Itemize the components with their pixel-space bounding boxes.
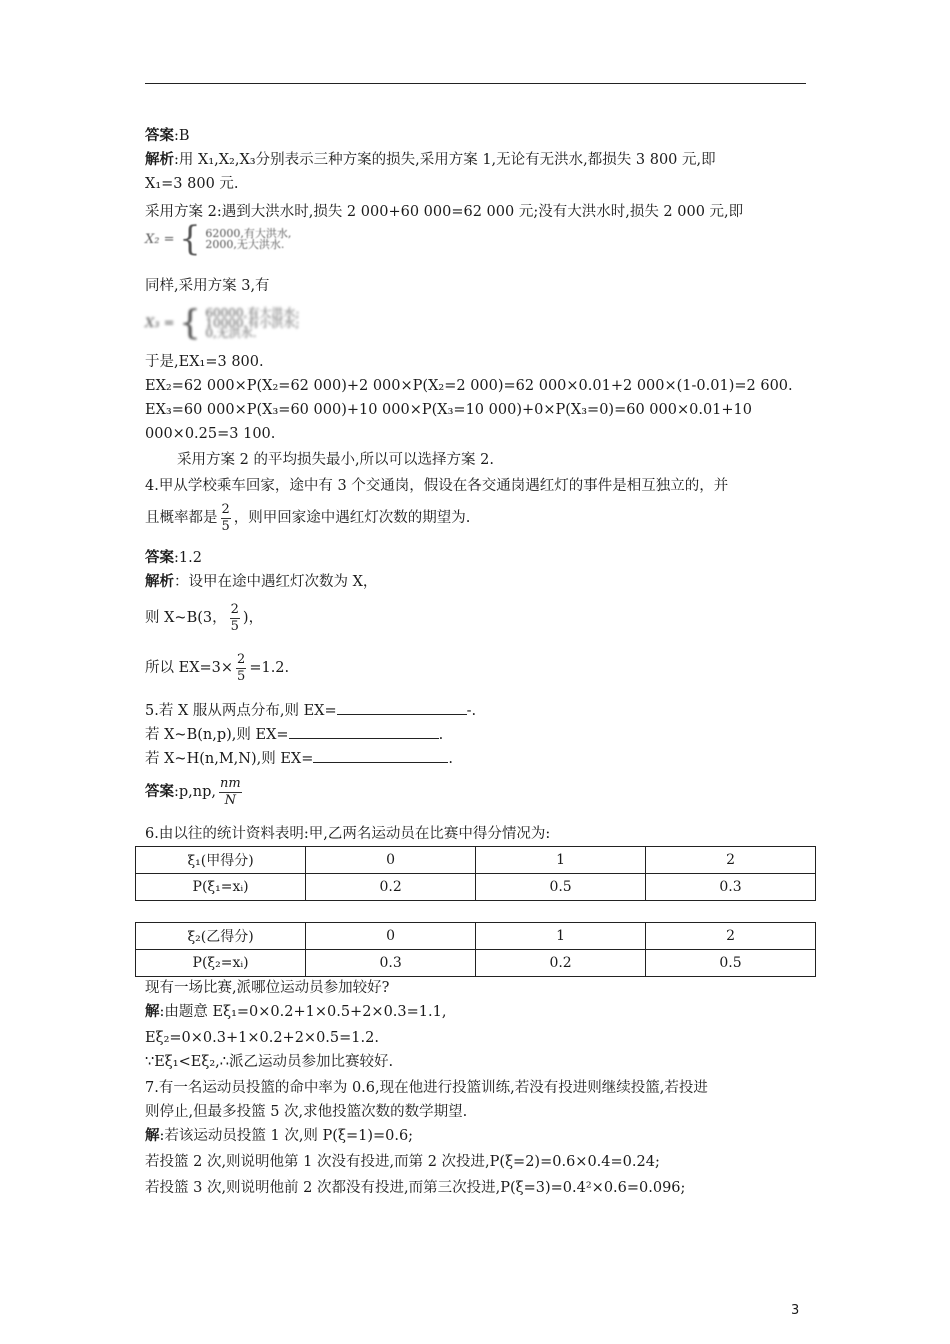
fraction-den: 5 bbox=[230, 618, 239, 634]
text: . bbox=[448, 751, 454, 767]
text-line: X₁=3 800 元. bbox=[145, 176, 239, 192]
x2-case: 2000,无大洪水. bbox=[205, 238, 285, 251]
x3-var: X₃ = bbox=[145, 316, 175, 331]
analysis-line bbox=[145, 650, 289, 686]
table-cell: 0 bbox=[306, 923, 476, 950]
text-line: EX₂=62 000×P(X₂=62 000)+2 000×P(X₂=2 000)=62 000×0.01+2 000×(1-0.01)=2 600. bbox=[145, 378, 793, 394]
text-line: 若投篮 2 次,则说明他第 1 次没有投进,而第 2 次投进,P(ξ=2)=0.6×0.4=0.24; bbox=[145, 1154, 660, 1170]
table-cell: ξ₂(乙得分) bbox=[136, 923, 306, 950]
fraction bbox=[221, 502, 231, 535]
text-line: 若投篮 3 次,则说明他前 2 次都没有投进,而第三次投进,P(ξ=3)=0.4²×0.6=0.096; bbox=[145, 1180, 686, 1196]
question-6: 6.由以往的统计资料表明:甲,乙两名运动员在比赛中得分情况为: bbox=[145, 826, 551, 842]
answer-blank bbox=[289, 724, 439, 739]
fraction-num: 2 bbox=[237, 651, 246, 667]
header-rule bbox=[145, 83, 806, 84]
fraction-num: 2 bbox=[230, 601, 239, 617]
table-cell: 2 bbox=[646, 923, 816, 950]
fraction-num: 2 bbox=[221, 501, 230, 517]
analysis-text: :用 X₁,X₂,X₃分别表示三种方案的损失,采用方案 1,无论有无洪水,都损失 3 800 元,即 bbox=[174, 152, 716, 168]
x2-case: 62000,有大洪水, bbox=[205, 227, 292, 240]
table-cell: P(ξ₂=xᵢ) bbox=[136, 950, 306, 977]
fraction bbox=[219, 776, 242, 809]
text-line: 采用方案 2 的平均损失最小,所以可以选择方案 2. bbox=[177, 452, 494, 468]
answer-value: :1.2 bbox=[174, 550, 202, 566]
answer-label: 答案 bbox=[145, 549, 174, 566]
table-cell: ξ₁(甲得分) bbox=[136, 847, 306, 874]
text-line: ∵Eξ₁<Eξ₂,∴派乙运动员参加比赛较好. bbox=[145, 1054, 394, 1070]
answer-value: :p,np, bbox=[174, 784, 217, 800]
brace-icon: { bbox=[179, 303, 201, 343]
text: =1.2. bbox=[249, 660, 290, 676]
solution-line bbox=[145, 1126, 413, 1146]
table-cell: 0.2 bbox=[476, 950, 646, 977]
table-cell: 0.5 bbox=[476, 874, 646, 901]
distribution-table-1 bbox=[135, 846, 816, 901]
table-row bbox=[136, 874, 816, 901]
text: -. bbox=[466, 703, 477, 719]
table-cell: 0.5 bbox=[646, 950, 816, 977]
question-5-line bbox=[145, 724, 443, 745]
question-4: 4.甲从学校乘车回家，途中有 3 个交通岗，假设在各交通岗遇红灯的事件是相互独立的，并 bbox=[145, 478, 729, 494]
fraction-den: N bbox=[224, 792, 237, 808]
answer-blank bbox=[313, 748, 448, 763]
text: ，则甲回家途中遇红灯次数的期望为. bbox=[233, 510, 471, 526]
answer-line bbox=[145, 126, 190, 146]
analysis-text: ：设甲在途中遇红灯次数为 X， bbox=[174, 574, 378, 590]
text: :由题意 Eξ₁=0×0.2+1×0.5+2×0.3=1.1, bbox=[159, 1004, 447, 1020]
text-line: EX₃=60 000×P(X₃=60 000)+10 000×P(X₃=10 000)+0×P(X₃=0)=60 000×0.01+10 bbox=[145, 402, 752, 418]
text: 若 X~H(n,M,N),则 EX= bbox=[145, 751, 314, 767]
table-cell: 0.3 bbox=[646, 874, 816, 901]
table-cell: 0 bbox=[306, 847, 476, 874]
analysis-line bbox=[145, 572, 377, 592]
question-5-line bbox=[145, 748, 453, 769]
text: 所以 EX=3× bbox=[145, 660, 234, 676]
analysis-label: 解析 bbox=[145, 151, 174, 168]
analysis-line bbox=[145, 600, 263, 636]
answer-line bbox=[145, 774, 245, 810]
question-7: 7.有一名运动员投篮的命中率为 0.6,现在他进行投篮训练,若没有投进则继续投篮,若投进 bbox=[145, 1080, 708, 1096]
x3-case: 60000,有大洪水; bbox=[205, 306, 300, 320]
x2-piecewise bbox=[145, 219, 292, 259]
text: )， bbox=[242, 610, 264, 626]
text: 5.若 X 服从两点分布,则 EX= bbox=[145, 703, 337, 719]
page-number: 3 bbox=[791, 1303, 800, 1318]
answer-label: 答案 bbox=[145, 127, 174, 144]
x3-case: 10000,有小洪水; bbox=[205, 316, 300, 330]
table-row bbox=[136, 847, 816, 874]
answer-label: 答案 bbox=[145, 783, 174, 800]
text-line: Eξ₂=0×0.3+1×0.2+2×0.5=1.2. bbox=[145, 1030, 379, 1046]
fraction-num: nm bbox=[220, 775, 241, 791]
x2-cases bbox=[205, 228, 291, 250]
text: 且概率都是 bbox=[145, 510, 218, 526]
text-line: 于是,EX₁=3 800. bbox=[145, 354, 264, 370]
text-line: 同样,采用方案 3,有 bbox=[145, 278, 270, 294]
x3-piecewise bbox=[145, 303, 300, 343]
question-7-cont: 则停止,但最多投篮 5 次,求他投篮次数的数学期望. bbox=[145, 1104, 468, 1120]
x2-var: X₂ = bbox=[145, 232, 175, 247]
table-cell: 2 bbox=[646, 847, 816, 874]
text-line: 采用方案 2:遇到大洪水时,损失 2 000+60 000=62 000 元;没有大洪水时,损失 2 000 元,即 bbox=[145, 204, 744, 220]
text: :若该运动员投篮 1 次,则 P(ξ=1)=0.6; bbox=[159, 1128, 414, 1144]
analysis-label: 解析 bbox=[145, 573, 174, 590]
text-line: 000×0.25=3 100. bbox=[145, 426, 276, 442]
table-cell: 0.2 bbox=[306, 874, 476, 901]
fraction bbox=[236, 652, 246, 685]
table-row bbox=[136, 923, 816, 950]
answer-value: :B bbox=[174, 128, 190, 144]
table-cell: 0.3 bbox=[306, 950, 476, 977]
answer-blank bbox=[337, 700, 467, 715]
analysis-line bbox=[145, 150, 716, 170]
table-row bbox=[136, 950, 816, 977]
solution-line bbox=[145, 1002, 446, 1022]
fraction bbox=[230, 602, 240, 635]
text: . bbox=[438, 727, 444, 743]
answer-line bbox=[145, 548, 202, 568]
text: 若 X~B(n,p),则 EX= bbox=[145, 727, 289, 743]
question-5 bbox=[145, 700, 476, 721]
solution-label: 解 bbox=[145, 1003, 160, 1020]
table-cell: 1 bbox=[476, 847, 646, 874]
distribution-table-2 bbox=[135, 922, 816, 977]
solution-label: 解 bbox=[145, 1127, 160, 1144]
text: 则 X~B(3， bbox=[145, 610, 227, 626]
fraction-den: 5 bbox=[221, 518, 230, 534]
x3-case: 0,无洪水. bbox=[205, 326, 257, 340]
fraction-den: 5 bbox=[237, 668, 246, 684]
table-cell: P(ξ₁=xᵢ) bbox=[136, 874, 306, 901]
brace-icon: { bbox=[179, 219, 201, 259]
x3-cases bbox=[205, 308, 299, 338]
table-cell: 1 bbox=[476, 923, 646, 950]
question-4-cont bbox=[145, 500, 470, 536]
text-line: 现有一场比赛,派哪位运动员参加较好? bbox=[145, 980, 390, 996]
